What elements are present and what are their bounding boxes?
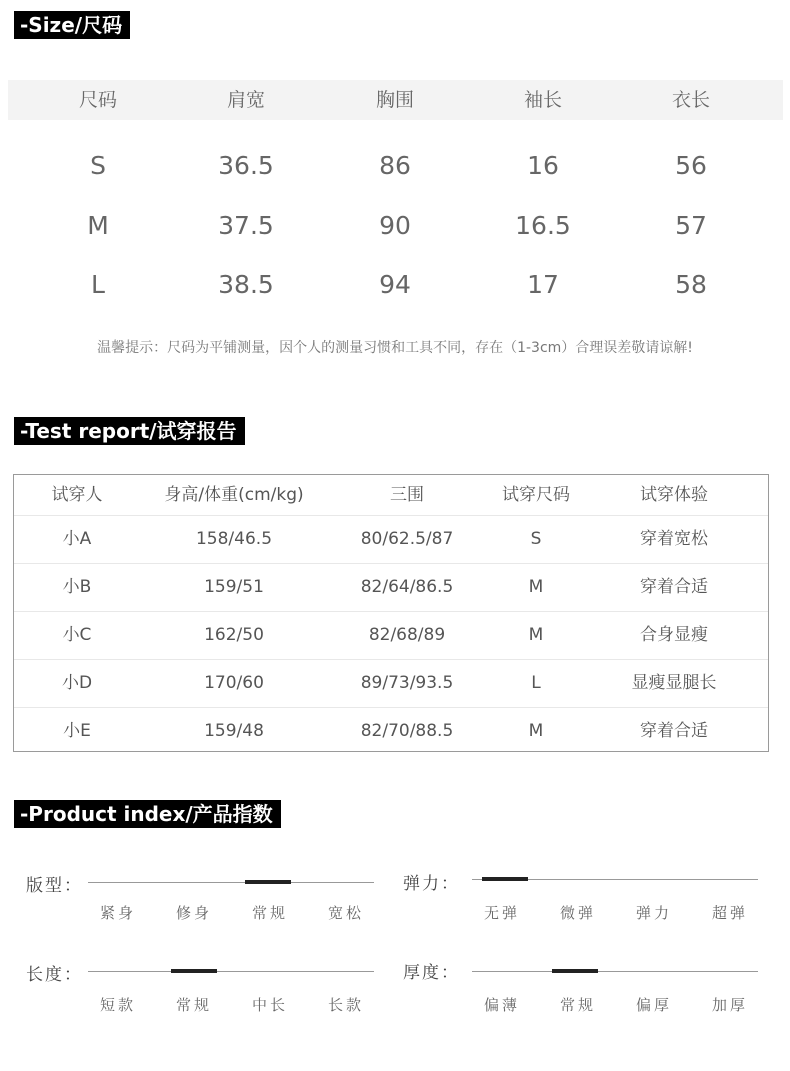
size-header-cell: 衣长 <box>671 89 710 111</box>
report-header-cell: 试穿体验 <box>640 485 708 505</box>
size-cell: 16 <box>527 151 559 180</box>
length-scale-track <box>88 971 374 972</box>
report-cell: 159/48 <box>204 721 264 741</box>
report-cell: 穿着合适 <box>640 721 708 741</box>
report-header-cell: 试穿人 <box>51 485 103 505</box>
size-cell: 38.5 <box>218 270 274 299</box>
size-cell: M <box>87 211 109 240</box>
thickness-scale-track <box>472 971 758 972</box>
size-table-header <box>8 80 783 120</box>
fit-option: 修身 <box>175 904 212 922</box>
report-header-cell: 试穿尺码 <box>502 485 570 505</box>
fit-option: 紧身 <box>99 904 136 922</box>
report-cell: 穿着宽松 <box>640 529 708 549</box>
size-section-title: -Size/尺码 <box>14 11 130 39</box>
report-cell: 82/70/88.5 <box>360 721 454 741</box>
fit-label: 版型： <box>26 876 83 896</box>
size-cell: 56 <box>675 151 707 180</box>
report-header-cell: 身高/体重(cm/kg) <box>164 485 304 505</box>
length-option: 长款 <box>327 996 364 1014</box>
thickness-option: 常规 <box>559 996 596 1014</box>
size-header-cell: 袖长 <box>523 89 562 111</box>
report-cell: 89/73/93.5 <box>360 673 454 693</box>
table-row <box>14 707 768 755</box>
size-cell: L <box>91 270 105 299</box>
report-cell: 显瘦显腿长 <box>631 673 717 693</box>
measurement-tip: 温馨提示：尺码为平铺测量，因个人的测量习惯和工具不同，存在（1-3cm）合理误差敬请谅解! <box>97 340 693 356</box>
elasticity-option: 弹力 <box>635 904 672 922</box>
thickness-option: 偏薄 <box>483 996 520 1014</box>
size-cell: 16.5 <box>515 211 571 240</box>
table-row <box>14 611 768 660</box>
length-option: 中长 <box>251 996 288 1014</box>
thickness-option: 偏厚 <box>635 996 672 1014</box>
table-row <box>14 515 768 564</box>
size-cell: 57 <box>675 211 707 240</box>
report-header-cell: 三围 <box>390 485 424 505</box>
report-cell: 小D <box>61 673 93 693</box>
size-cell: 58 <box>675 270 707 299</box>
report-cell: 小A <box>62 529 92 549</box>
report-cell: M <box>528 577 544 597</box>
size-cell: 17 <box>527 270 559 299</box>
length-scale-marker <box>171 969 217 973</box>
report-cell: 170/60 <box>204 673 264 693</box>
report-cell: 合身显瘦 <box>640 625 708 645</box>
length-option: 短款 <box>99 996 136 1014</box>
fit-scale-marker <box>245 880 291 884</box>
report-cell: 80/62.5/87 <box>360 529 454 549</box>
test-report-table <box>13 474 769 752</box>
length-option: 常规 <box>175 996 212 1014</box>
report-cell: 小C <box>62 625 92 645</box>
elasticity-option: 微弹 <box>559 904 596 922</box>
elasticity-scale-marker <box>482 877 528 881</box>
report-cell: M <box>528 625 544 645</box>
size-header-cell: 肩宽 <box>226 89 265 111</box>
thickness-label: 厚度： <box>403 963 460 983</box>
fit-option: 常规 <box>251 904 288 922</box>
length-label: 长度： <box>26 965 83 985</box>
fit-option: 宽松 <box>327 904 364 922</box>
thickness-option: 加厚 <box>711 996 748 1014</box>
size-cell: 86 <box>379 151 411 180</box>
report-cell: 82/64/86.5 <box>360 577 454 597</box>
index-section-title: -Product index/产品指数 <box>14 800 281 828</box>
report-cell: S <box>530 529 542 549</box>
size-cell: 37.5 <box>218 211 274 240</box>
size-cell: S <box>90 151 106 180</box>
elasticity-option: 无弹 <box>483 904 520 922</box>
thickness-scale-marker <box>552 969 598 973</box>
report-cell: 穿着合适 <box>640 577 708 597</box>
report-cell: 82/68/89 <box>368 625 446 645</box>
size-header-cell: 尺码 <box>78 89 117 111</box>
elasticity-label: 弹力： <box>403 874 460 894</box>
report-cell: 小E <box>63 721 91 741</box>
table-row <box>14 563 768 612</box>
fit-scale-track <box>88 882 374 883</box>
report-section-title: -Test report/试穿报告 <box>14 417 245 445</box>
size-cell: 90 <box>379 211 411 240</box>
size-cell: 36.5 <box>218 151 274 180</box>
table-row <box>14 659 768 708</box>
report-cell: M <box>528 721 544 741</box>
size-header-cell: 胸围 <box>375 89 414 111</box>
size-cell: 94 <box>379 270 411 299</box>
report-cell: 小B <box>62 577 92 597</box>
report-header-row <box>14 475 768 516</box>
report-cell: L <box>531 673 541 693</box>
report-cell: 159/51 <box>204 577 264 597</box>
elasticity-option: 超弹 <box>711 904 748 922</box>
report-cell: 162/50 <box>204 625 264 645</box>
report-cell: 158/46.5 <box>195 529 273 549</box>
